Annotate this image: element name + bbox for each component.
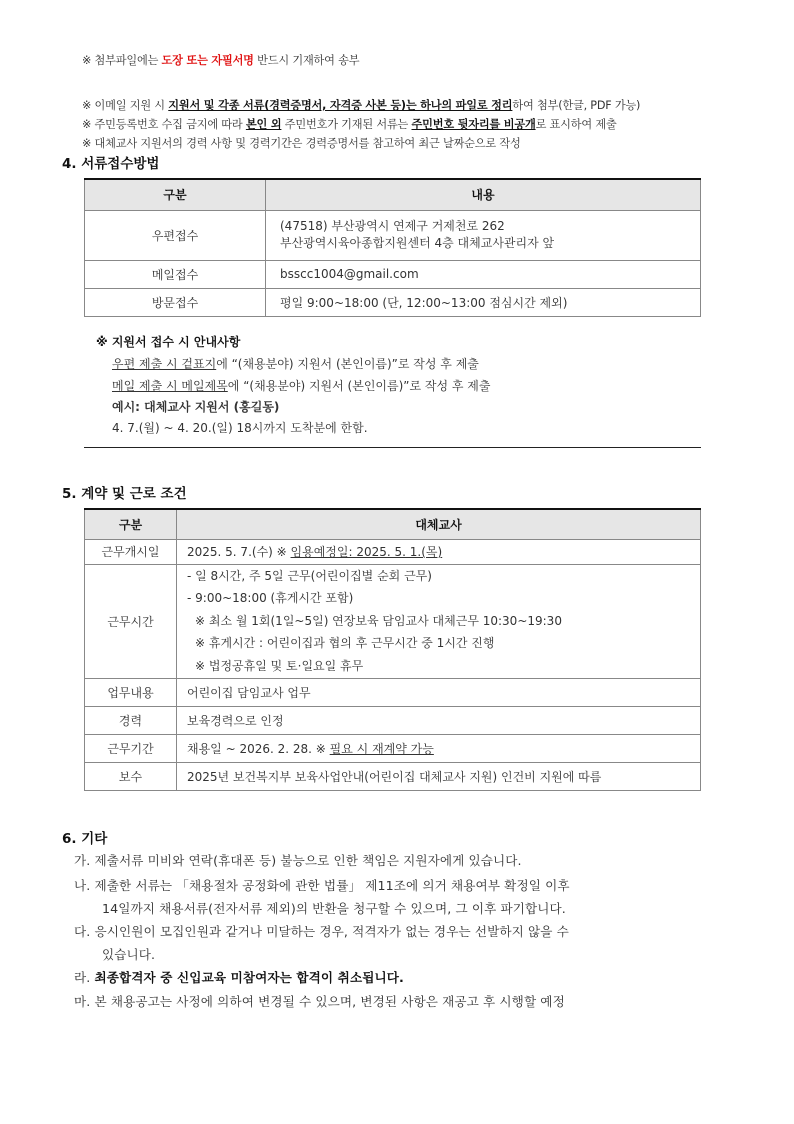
row-label: 메일접수 [85,260,266,288]
etc-item-ga: 가. 제출서류 미비와 연락(휴대폰 등) 불능으로 인한 책임은 지원자에게 있습니다. [74,853,522,868]
note-text: 대체교사 지원서의 경력 사항 및 경력기간은 경력증명서를 참고하여 최근 날짜순으로 작성 [94,137,521,150]
row-content [266,210,701,260]
row-label: 방문접수 [85,288,266,316]
row-label: 경력 [85,706,177,734]
note-text: 주민번호가 기재된 서류는 [281,118,412,131]
etc-item-da: 다. 응시인원이 모집인원과 같거나 미달하는 경우, 적격자가 없는 경우는 선발하지 않을 수 [74,924,569,939]
item-label: 라. [74,970,95,985]
hours-line: ※ 휴게시간 : 어린이집과 협의 후 근무시간 중 1시간 진행 [195,636,495,651]
row-label: 보수 [85,762,177,790]
note-highlight: 지원서 및 각종 서류(경력증명서, 자격증 사본 등)는 하나의 파일로 정리 [168,99,513,112]
period-prefix: 채용일 ~ 2026. 2. 28. ※ [187,741,330,756]
work-hours [177,564,701,678]
note-mark: ※ [82,118,92,131]
note-email-file [82,97,640,113]
address-line: 부산광역시육아종합지원센터 4층 대체교사관리자 앞 [280,236,555,250]
etc-item-na-cont: 14일까지 채용서류(전자서류 제외)의 반환을 청구할 수 있으며, 그 이후 파기합니다. [102,901,566,916]
pay-text: 2025년 보건복지부 보육사업안내(어린이집 대체교사 지원) 인건비 지원에 따름 [177,762,701,790]
renewal-note: 필요 시 재계약 가능 [329,741,434,756]
guide-title: ※ 지원서 접수 시 안내사항 [96,335,241,349]
submission-table [84,178,701,317]
conditions-table [84,508,701,791]
item-bold-text: 최종합격자 중 신입교육 미참여자는 합격이 취소됩니다. [94,970,404,985]
row-label: 우편접수 [85,210,266,260]
row-label: 근무시간 [85,564,177,678]
career-text: 보육경력으로 인정 [177,706,701,734]
section-title-5: 5. 계약 및 근로 조건 [62,486,187,502]
start-date-text: 2025. 5. 7.(수) ※ [187,545,291,559]
guide-example: 예시: 대체교사 지원서 (홍길동) [112,400,280,414]
etc-item-na: 나. 제출한 서류는 「채용절차 공정화에 관한 법률」 제11조에 의거 채용여부 확정일 이후 [74,878,570,893]
guide-underline: 우편 제출 시 겉표지 [112,357,217,371]
header-content: 내용 [266,179,701,210]
note-text: 첨부파일에는 [94,54,162,67]
etc-item-ma: 마. 본 채용공고는 사정에 의하여 변경될 수 있으며, 변경된 사항은 재공고 후 시행할 예정 [74,994,565,1009]
address-line: (47518) 부산광역시 연제구 거제천로 262 [280,219,505,233]
guide-deadline: 4. 7.(월) ~ 4. 20.(일) 18시까지 도착분에 한함. [112,421,368,435]
appointment-date: 임용예정일: 2025. 5. 1.(목) [290,545,443,559]
section-title-4: 4. 서류접수방법 [62,156,160,172]
header-category: 구분 [85,179,266,210]
note-career-order [82,135,521,151]
guide-underline: 메일 제출 시 메일제목 [112,379,228,393]
header-category: 구분 [85,509,177,539]
note-highlight: 주민번호 뒷자리를 비공개 [411,118,536,131]
duty-text: 어린이집 담임교사 업무 [177,678,701,706]
hours-line: - 9:00~18:00 (휴게시간 포함) [187,591,354,606]
note-text: 로 표시하여 제출 [535,118,617,131]
note-highlight: 도장 또는 자필서명 [161,54,254,67]
hours-line: ※ 법정공휴일 및 토·일요일 휴무 [195,658,364,673]
note-text: 이메일 지원 시 [94,99,169,112]
hours-line: ※ 최소 월 1회(1일~5일) 연장보육 담임교사 대체근무 10:30~19:30 [195,613,562,628]
section-title-6: 6. 기타 [62,831,108,847]
note-resident-number [82,116,617,132]
guide-line-mail [112,355,479,372]
note-text: 하여 첨부(한글, PDF 가능) [512,99,641,112]
etc-item-da-cont: 있습니다. [102,947,156,962]
email-address: bsscc1004@gmail.com [266,260,701,288]
row-label: 근무기간 [85,734,177,762]
visit-hours: 평일 9:00~18:00 (단, 12:00~13:00 점심시간 제외) [266,288,701,316]
note-highlight: 본인 외 [245,118,282,131]
divider [84,447,701,448]
note-mark: ※ [82,54,92,67]
start-date [177,539,701,564]
hours-line: - 일 8시간, 주 5일 근무(어린이집별 순회 근무) [187,568,432,583]
guide-text: 에 “(채용분야) 지원서 (본인이름)”로 작성 후 제출 [227,379,491,393]
note-mark: ※ [82,137,92,150]
etc-item-ra [74,967,404,986]
period-text [177,734,701,762]
note-text: 주민등록번호 수집 금지에 따라 [94,118,246,131]
guide-text: 에 “(채용분야) 지원서 (본인이름)”로 작성 후 제출 [216,357,479,371]
row-label: 근무개시일 [85,539,177,564]
header-substitute: 대체교사 [177,509,701,539]
guide-line-email [112,377,491,394]
note-mark: ※ [82,99,92,112]
note-text: 반드시 기재하여 송부 [253,54,360,67]
note-signature [82,52,359,68]
row-label: 업무내용 [85,678,177,706]
